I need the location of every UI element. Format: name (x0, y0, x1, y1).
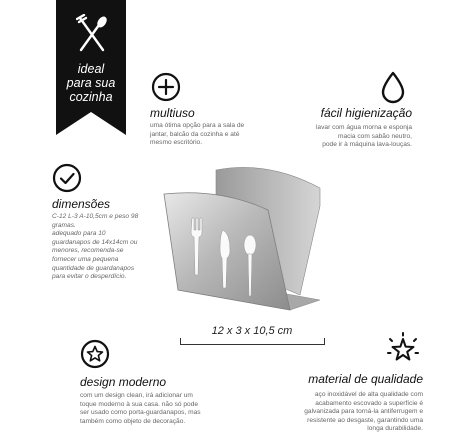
banner-line: ideal (77, 62, 105, 76)
multiuso-title: multiuso (150, 106, 195, 120)
banner-line: para sua (66, 76, 116, 90)
higienizacao-desc (272, 124, 412, 150)
check-circle-icon (52, 163, 82, 193)
desc-line: com um design clean, irá adicionar um (80, 392, 193, 399)
desc-line: macia com sabão neutro, (337, 132, 412, 140)
star-circle-icon (80, 339, 110, 369)
design-title: design moderno (80, 375, 167, 389)
desc-line: pode ir à máquina lava-louças. (322, 141, 412, 149)
desc-line: lavar com água morna e esponja (315, 124, 412, 131)
desc-line: adequado para 10 (52, 230, 106, 238)
design-desc (80, 392, 245, 426)
desc-line: ser usado como porta-guardanapos, mas (80, 409, 201, 417)
material-title: material de qualidade (308, 372, 423, 386)
desc-line: gramas. (52, 221, 76, 229)
higienizacao-title: fácil higienização (320, 106, 412, 120)
desc-line: menores, recomenda-se (52, 247, 124, 255)
desc-line: mesmo escritório. (150, 139, 203, 147)
cutlery-icon (76, 14, 108, 54)
desc-line: aço inoxidável de alta qualidade com (314, 391, 423, 398)
desc-line: acabamento escovado a superfície é (315, 399, 423, 407)
desc-line: fornecer uma pequena (52, 255, 119, 263)
desc-line: jantar, balcão da cozinha e até (150, 130, 240, 138)
desc-line: galvanizada para torná-la antiferrugem e (304, 408, 423, 416)
desc-line: toque moderno à sua casa. não só pode (80, 400, 199, 408)
desc-line: uma ótima opção para a sala de (150, 122, 245, 129)
banner-text (56, 62, 126, 104)
plus-circle-icon (151, 72, 181, 102)
desc-line: C-12 L-3 A-10,5cm e peso 98 (52, 213, 139, 220)
sparkle-star-icon (386, 332, 420, 366)
material-desc (263, 391, 423, 434)
water-drop-icon (379, 70, 407, 104)
dimensoes-title: dimensões (52, 197, 111, 211)
desc-line: para evitar o desperdício. (52, 273, 127, 281)
dimension-label: 12 x 3 x 10,5 cm (211, 325, 293, 337)
multiuso-desc (150, 122, 280, 148)
desc-line: também como objeto de decoração. (80, 417, 186, 425)
dimensoes-desc (52, 213, 162, 282)
desc-line: resistente ao desgaste, garantindo uma (307, 416, 423, 424)
dimension-line (180, 338, 325, 345)
banner-line: cozinha (69, 90, 113, 104)
desc-line: quantidade de guardanapos (52, 264, 135, 272)
desc-line: guardanapos de 14x14cm ou (52, 238, 138, 246)
napkin-holder-image (150, 160, 340, 320)
desc-line: longa durabilidade. (367, 425, 423, 433)
